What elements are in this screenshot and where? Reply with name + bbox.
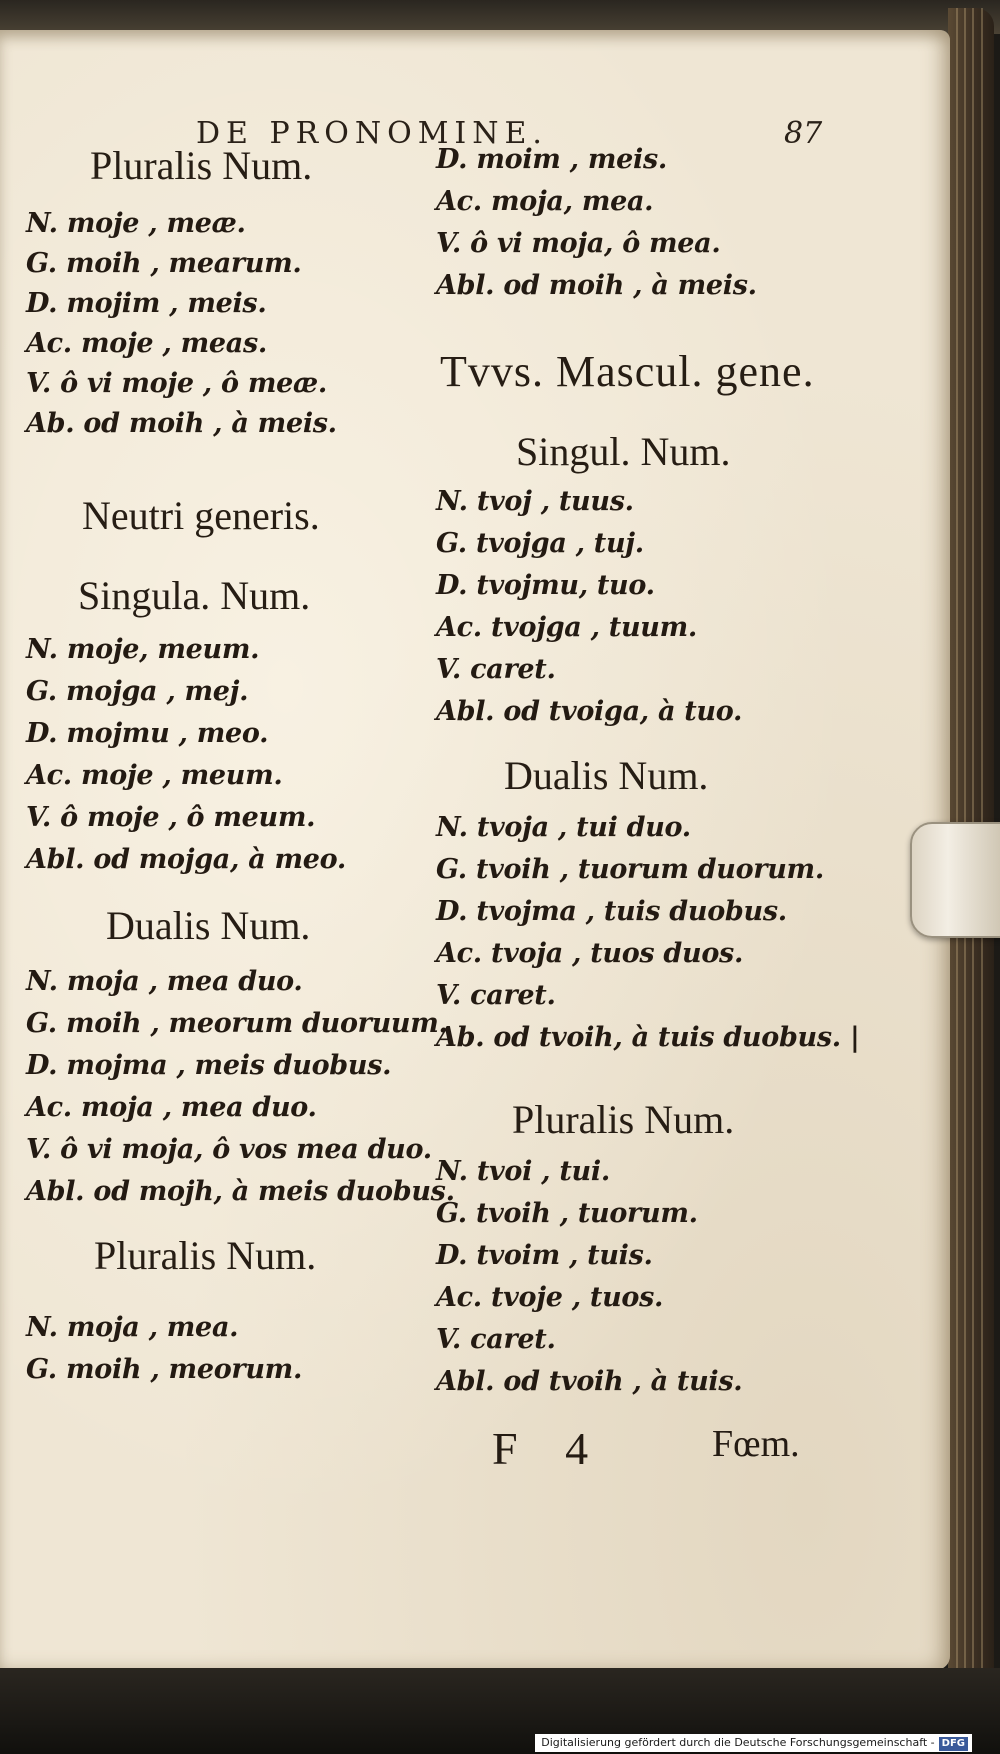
declension-line: N. tvoj , tuus.: [436, 486, 634, 517]
declension-line: V. ô vi moje , ô meæ.: [26, 368, 327, 399]
catchword: Fœm.: [712, 1423, 800, 1465]
declension-line: Abl. od moih , à meis.: [436, 270, 757, 301]
heading-neutri-generis: Neutri generis.: [82, 493, 320, 538]
heading-pluralis: Pluralis Num.: [90, 143, 313, 188]
declension-line: D. mojmu , meo.: [26, 718, 269, 749]
declension-line: G. moih , meorum duoruum.: [26, 1008, 448, 1039]
page-number: 87: [784, 116, 823, 151]
signature-mark: F 4: [492, 1423, 607, 1474]
declension-line: Ac. moja, mea.: [436, 186, 654, 217]
declension-line: N. moja , mea.: [26, 1312, 239, 1343]
declension-line: Abl. od mojh, à meis duobus.: [26, 1176, 455, 1207]
declension-line: G. tvoih , tuorum.: [436, 1198, 698, 1229]
heading-dualis: Dualis Num.: [106, 903, 311, 948]
declension-line: G. moih , meorum.: [26, 1354, 303, 1385]
declension-line: N. tvoi , tui.: [436, 1156, 610, 1187]
declension-line: Ab. od moih , à meis.: [26, 408, 337, 439]
declension-line: V. caret.: [436, 654, 556, 685]
declension-line: Ac. tvoje , tuos.: [436, 1282, 664, 1313]
declension-line: Ac. tvoja , tuos duos.: [436, 938, 744, 969]
heading-singular: Singul. Num.: [516, 429, 731, 474]
page-clip: [910, 822, 1000, 938]
declension-line: V. ô vi moja, ô mea.: [436, 228, 721, 259]
declension-line: Abl. od tvoih , à tuis.: [436, 1366, 743, 1397]
declension-line: N. moje , meæ.: [26, 208, 246, 239]
credit-text: Digitalisierung gefördert durch die Deutsche Forschungsgemeinschaft -: [541, 1736, 935, 1749]
declension-line: Ac. moje , meum.: [26, 760, 283, 791]
digitization-credit: [535, 1734, 972, 1752]
declension-line: V. caret.: [436, 1324, 556, 1355]
heading-pluralis: Pluralis Num.: [512, 1097, 735, 1142]
declension-line: G. moih , mearum.: [26, 248, 302, 279]
declension-line: G. tvoih , tuorum duorum.: [436, 854, 824, 885]
declension-line: N. moje, meum.: [26, 634, 260, 665]
declension-line: G. tvojga , tuj.: [436, 528, 644, 559]
declension-line: V. ô vi moja, ô vos mea duo.: [26, 1134, 432, 1165]
heading-tuus-masculine: Tvvs. Mascul. gene.: [440, 347, 815, 396]
declension-line: D. tvoim , tuis.: [436, 1240, 653, 1271]
declension-line: Ac. tvojga , tuum.: [436, 612, 698, 643]
declension-line: Abl. od mojga, à meo.: [26, 844, 346, 875]
book-page: [0, 30, 950, 1670]
running-title: DE PRONOMINE.: [196, 116, 548, 151]
declension-line: D. moim , meis.: [436, 144, 667, 175]
declension-line: G. mojga , mej.: [26, 676, 249, 707]
declension-line: V. ô moje , ô meum.: [26, 802, 316, 833]
declension-line: V. caret.: [436, 980, 556, 1011]
declension-line: Ac. moje , meas.: [26, 328, 267, 359]
declension-line: D. mojim , meis.: [26, 288, 267, 319]
declension-line: N. moja , mea duo.: [26, 966, 303, 997]
declension-line: Ac. moja , mea duo.: [26, 1092, 317, 1123]
declension-line: D. tvojmu, tuo.: [436, 570, 655, 601]
dfg-logo: DFG: [939, 1737, 968, 1751]
heading-pluralis: Pluralis Num.: [94, 1233, 317, 1278]
declension-line: Abl. od tvoiga, à tuo.: [436, 696, 743, 727]
scan-background-top: [0, 0, 1000, 34]
heading-singula: Singula. Num.: [78, 573, 311, 618]
heading-dualis: Dualis Num.: [504, 753, 709, 798]
declension-line: D. mojma , meis duobus.: [26, 1050, 392, 1081]
declension-line: D. tvojma , tuis duobus.: [436, 896, 787, 927]
declension-line: N. tvoja , tui duo.: [436, 812, 691, 843]
declension-line: Ab. od tvoih, à tuis duobus. |: [436, 1022, 860, 1053]
